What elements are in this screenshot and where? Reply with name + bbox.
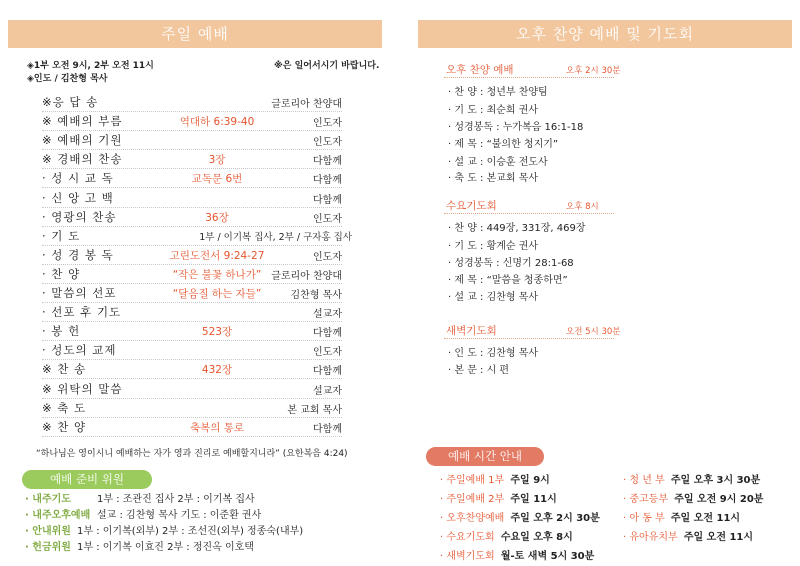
- order-item-content: 고린도전서 9:24-27: [169, 249, 265, 262]
- order-row: [42, 302, 342, 322]
- divider: [444, 338, 614, 339]
- standing-note: ※은 일어서시기 바랍니다.: [274, 61, 380, 71]
- order-item-name: ※ 찬 송: [42, 362, 87, 377]
- sunday-worship-banner: 주일 예배: [8, 20, 382, 48]
- order-row: [42, 111, 342, 131]
- list-item: · 제 목 : “불의한 청지기”: [448, 139, 559, 150]
- schedule-row: · 수요기도회 수요일 오후 8시: [440, 532, 573, 543]
- order-row: [42, 359, 342, 379]
- schedule-row: · 중고등부 주일 오전 9시 20분: [623, 494, 764, 505]
- order-item-content: 432장: [201, 364, 233, 377]
- order-row: [42, 226, 352, 246]
- order-row: [42, 130, 342, 150]
- order-row: [42, 398, 342, 418]
- schedule-row: · 새벽기도회 월-토 새벽 5시 30분: [440, 551, 595, 562]
- list-item: · 성경봉독 : 누가복음 16:1-18: [448, 122, 584, 133]
- order-item-leader: 설교자: [313, 309, 342, 321]
- order-row: [42, 264, 342, 284]
- order-item-name: · 찬 양: [42, 266, 81, 281]
- order-item-leader: 다함께: [313, 156, 342, 168]
- order-item-name: ※ 찬 양: [42, 419, 87, 434]
- order-row: [42, 92, 342, 112]
- order-item-name: · 봉 헌: [42, 324, 81, 339]
- order-row: [42, 188, 342, 208]
- prep-row: · 헌금위원 1부 : 이기복 이효진 2부 : 정진옥 이호택: [25, 542, 254, 553]
- list-item: · 찬 양 : 청년부 찬양팀: [448, 87, 548, 98]
- list-item: · 축 도 : 본교회 목사: [448, 173, 539, 184]
- list-item: · 기 도 : 황계순 권사: [448, 241, 539, 252]
- order-item-name: ※ 축 도: [42, 400, 87, 415]
- schedule-row: · 아 동 부 주일 오전 11시: [623, 513, 741, 524]
- schedule-row: · 청 년 부 주일 오후 3시 30분: [623, 475, 761, 486]
- order-item-name: · 선포 후 기도: [42, 305, 122, 320]
- prep-row: · 내주오후예배 설교 : 김찬형 목사 기도 : 이준환 권사: [25, 510, 262, 521]
- schedule-row: · 주일예배 1부 주일 9시: [440, 475, 550, 486]
- order-item-content: “달음질 하는 자들”: [172, 288, 262, 300]
- order-item-content: 축복의 통로: [189, 421, 245, 434]
- order-item-leader: 다함께: [313, 194, 342, 206]
- list-item: · 인 도 : 김찬형 목사: [448, 348, 539, 359]
- order-item-leader: 인도자: [313, 347, 342, 359]
- order-item-content: 523장: [201, 326, 233, 339]
- order-item-name: · 신 앙 고 백: [42, 190, 114, 205]
- order-item-content: “작은 불꽃 하나가”: [172, 268, 262, 281]
- order-item-leader: 다함께: [313, 328, 342, 340]
- order-item-leader: 인도자: [313, 118, 342, 130]
- order-item-name: · 성 경 봉 독: [42, 247, 114, 262]
- scripture-quote: “하나님은 영이시니 예배하는 자가 영과 진리로 예배할지니라” (요한복음 4:24): [36, 449, 348, 459]
- wednesday-prayer-title: 수요기도회: [446, 200, 497, 212]
- order-item-name: · 성도의 교제: [42, 343, 117, 358]
- order-item-leader: 글로리아 찬양대: [271, 270, 342, 282]
- prep-row: · 안내위원 1부 : 이기복(외부) 2부 : 조선진(외부) 정종숙(내부): [25, 526, 304, 537]
- leader-note: ◈인도 / 김찬형 목사: [27, 74, 108, 84]
- afternoon-worship-banner: 오후 찬양 예배 및 기도회: [418, 20, 792, 48]
- order-item-content: 교독문 6번: [191, 173, 243, 186]
- order-row: [42, 321, 342, 341]
- order-row: [42, 283, 342, 303]
- order-item-name: · 영광의 찬송: [42, 209, 117, 224]
- afternoon-praise-title: 오후 찬양 예배: [446, 64, 514, 76]
- order-item-content: 역대하 6:39-40: [179, 116, 255, 129]
- order-item-name: ※ 경배의 찬송: [42, 152, 123, 167]
- order-item-content: 1부 / 이기복 집사, 2부 / 구자홍 집사: [199, 231, 352, 243]
- order-item-leader: 인도자: [313, 213, 342, 225]
- order-item-leader: 인도자: [313, 137, 342, 149]
- afternoon-praise-time: 오후 2시 30분: [566, 66, 621, 76]
- order-row: [42, 379, 342, 399]
- divider: [444, 213, 614, 214]
- order-item-content: 3장: [208, 154, 226, 167]
- list-item: · 찬 양 : 449장, 331장, 469장: [448, 223, 586, 234]
- list-item: · 성경봉독 : 신명기 28:1-68: [448, 258, 574, 269]
- order-row: [42, 149, 342, 169]
- order-item-content: 36장: [205, 211, 229, 224]
- order-item-name: ※ 예배의 부름: [42, 114, 123, 129]
- order-item-leader: 글로리아 찬양대: [271, 99, 342, 110]
- order-row: [42, 168, 342, 188]
- order-item-name: ※ 위탁의 말씀: [42, 381, 123, 396]
- schedule-row: · 유아유치부 주일 오전 11시: [623, 532, 754, 543]
- order-row: [42, 245, 342, 265]
- order-item-leader: 설교자: [313, 385, 342, 397]
- service-times-note: ◈1부 오전 9시, 2부 오전 11시: [27, 61, 154, 71]
- wednesday-prayer-time: 오후 8시: [566, 202, 599, 212]
- list-item: · 제 목 : “말씀을 청종하면”: [448, 275, 568, 286]
- list-item: · 설 교 : 이승훈 전도사: [448, 157, 548, 168]
- dawn-prayer-title: 새벽기도회: [446, 325, 497, 337]
- list-item: · 설 교 : 김찬형 목사: [448, 292, 539, 303]
- order-item-leader: 다함께: [313, 423, 342, 435]
- order-item-name: ※응 답 송: [42, 95, 99, 109]
- order-item-name: · 말씀의 선포: [42, 286, 117, 300]
- schedule-row: · 주일예배 2부 주일 11시: [440, 494, 557, 505]
- order-item-leader: 다함께: [313, 175, 342, 187]
- prep-committee-title: 예배 준비 위원: [22, 470, 152, 489]
- order-item-name: · 성 시 교 독: [42, 171, 114, 186]
- list-item: · 본 문 : 시 편: [448, 365, 510, 376]
- order-item-name: ※ 예배의 기원: [42, 133, 123, 148]
- schedule-title: 예배 시간 안내: [426, 447, 544, 466]
- order-item-leader: 인도자: [313, 251, 342, 263]
- order-item-name: · 기 도: [42, 228, 81, 243]
- divider: [444, 77, 614, 78]
- order-item-leader: 김찬형 목사: [290, 290, 342, 301]
- order-item-leader: 다함께: [313, 366, 342, 378]
- order-row: [42, 340, 342, 360]
- list-item: · 기 도 : 최순희 권사: [448, 105, 539, 116]
- order-item-leader: 본 교회 목사: [287, 404, 342, 416]
- schedule-row: · 오후찬양예배 주일 오후 2시 30분: [440, 513, 600, 524]
- dawn-prayer-time: 오전 5시 30분: [566, 327, 621, 337]
- prep-row: · 내주기도 1부 : 조관진 집사 2부 : 이기복 집사: [25, 494, 255, 505]
- order-row: [42, 207, 342, 227]
- order-row: [42, 417, 342, 437]
